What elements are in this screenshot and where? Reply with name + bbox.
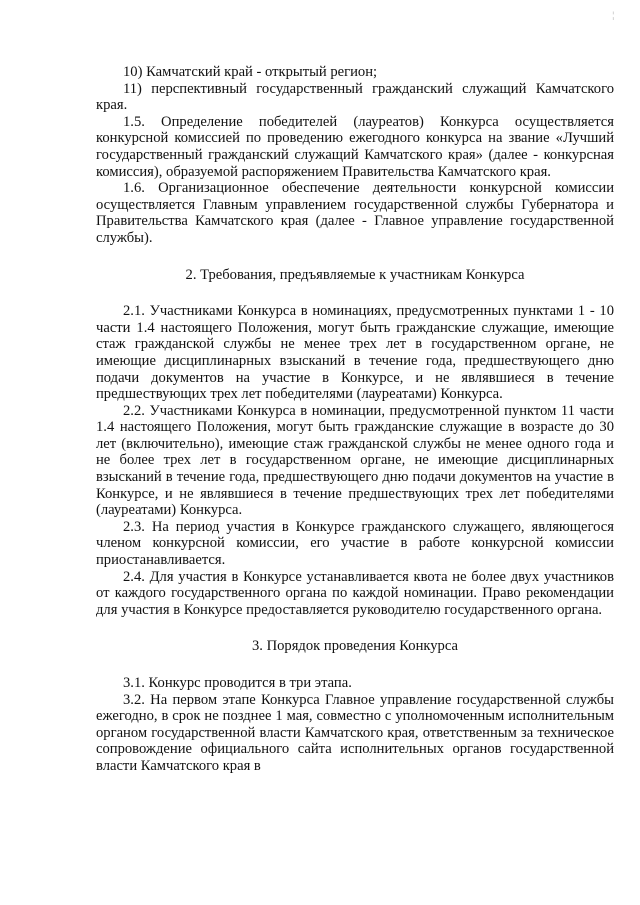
- paragraph-2-2: 2.2. Участниками Конкурса в номинации, предусмотренной пунктом 11 части 1.4 настоящего Положения, могут быть гражданские служащие в возрасте до 30 лет (включительно), имеющие стаж гражданской службы не менее одного года и не более трех лет в государственном органе, не имеющие дисциплинарных взысканий в течение года, предшествующего дню подачи документов на участие в Конкурсе, и не являвшиеся в течение предшествующих трех лет победителями (лауреатами) Конкурса.: [96, 402, 614, 519]
- paragraph-1-5: 1.5. Определение победителей (лауреатов) Конкурса осуществляется конкурсной комиссией по проведению ежегодного конкурса на звание «Лучший государственный гражданский служащий Камчатского края» (далее - конкурсная комиссия), образуемой распоряжением Правительства Камчатского края.: [96, 113, 614, 180]
- section-3-heading: 3. Порядок проведения Конкурса: [251, 638, 458, 655]
- paragraph-3-1: 3.1. Конкурс проводится в три этапа.: [123, 675, 352, 691]
- corner-mark: ¦: [612, 10, 614, 20]
- section-2-heading: 2. Требования, предъявляемые к участникам Конкурса: [185, 266, 525, 283]
- paragraph-1-6: 1.6. Организационное обеспечение деятельности конкурсной комиссии осуществляется Главным управлением государственной службы Губернатора и Правительства Камчатского края (далее - Главное управление государственной службы).: [96, 180, 614, 246]
- paragraph-3-2: 3.2. На первом этапе Конкурса Главное управление государственной службы ежегодно, в срок не позднее 1 мая, совместно с уполномоченным исполнительным органом государственной власти Камчатского края, ответственным за техническое сопровождение официального сайта исполнительных органов государственной власти Камчатского края в: [96, 691, 614, 774]
- paragraph-2-3: 2.3. На период участия в Конкурсе гражданского служащего, являющегося членом конкурсной комиссии, его участие в работе конкурсной комиссии приостанавливается.: [96, 518, 614, 569]
- paragraph-2-4: 2.4. Для участия в Конкурсе устанавливается квота не более двух участников от каждого государственного органа по каждой номинации. Право рекомендации для участия в Конкурсе предоставляется руководителю государственного органа.: [96, 568, 614, 618]
- paragraph-item-11: 11) перспективный государственный гражданский служащий Камчатского края.: [96, 80, 614, 114]
- paragraph-item-10: 10) Камчатский край - открытый регион;: [123, 64, 378, 80]
- paragraph-2-1: 2.1. Участниками Конкурса в номинациях, предусмотренных пунктами 1 - 10 части 1.4 настоящего Положения, могут быть гражданские служащие, имеющие стаж гражданской службы не менее трех лет в государственном органе, не имеющие дисциплинарных взысканий в течение года, предшествующего дню подачи документов на участие в Конкурсе, и не являвшиеся в течение предшествующих трех лет победителями (лауреатами) Конкурса.: [96, 303, 614, 403]
